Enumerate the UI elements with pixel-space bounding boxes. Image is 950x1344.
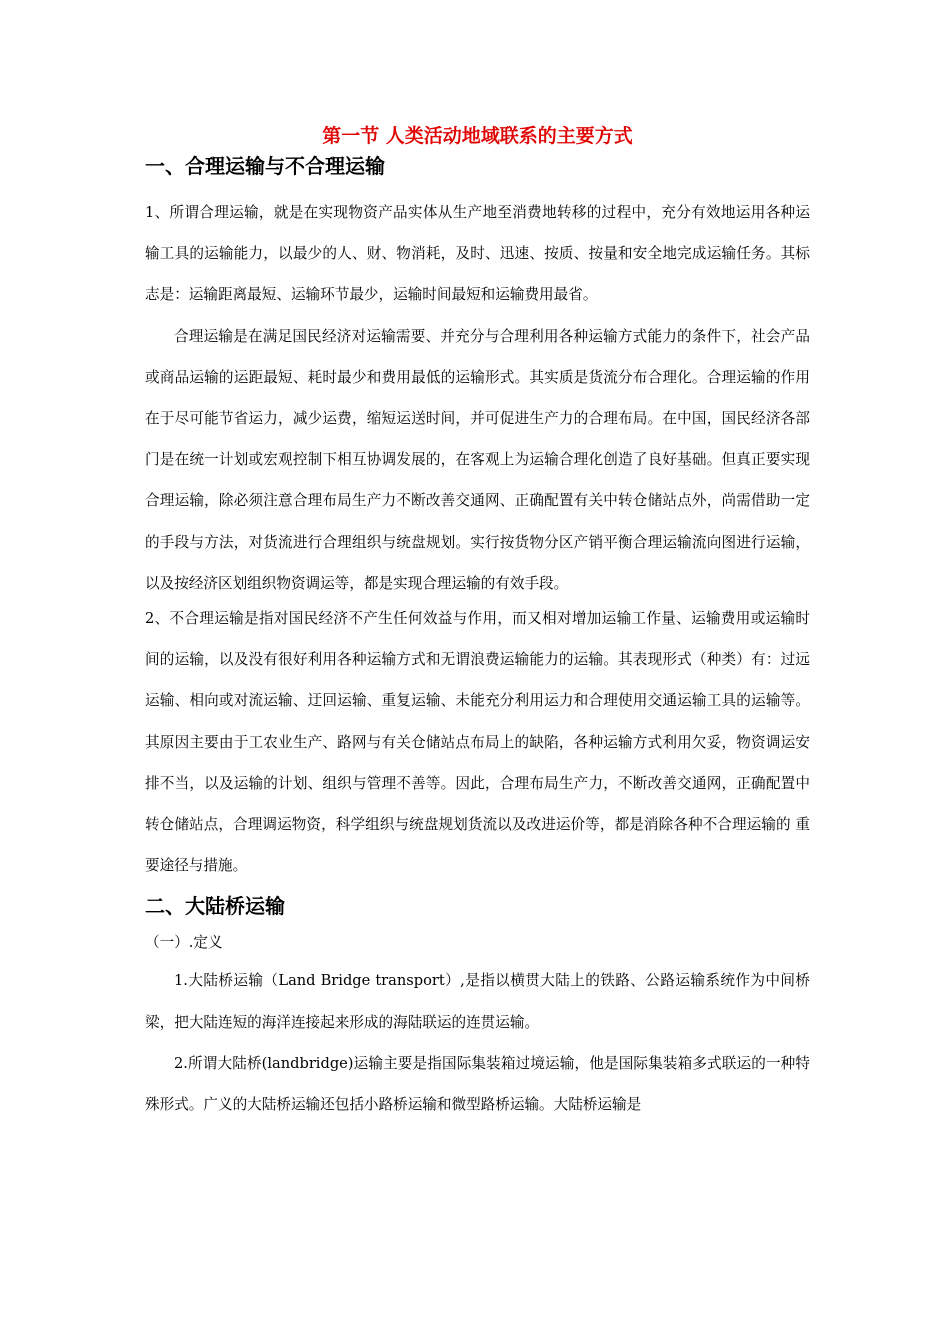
paragraph-land-bridge-definition: 1.大陆桥运输（Land Bridge transport）,是指以横贯大陆上的铁路、公路运输系统作为中间桥梁，把大陆连短的海洋连接起来形成的海陆联运的连贯运输。: [145, 972, 810, 1031]
paragraph-reasonable-transport-detail: 合理运输是在满足国民经济对运输需要、并充分与合理利用各种运输方式能力的条件下，社会产品或商品运输的运距最短、耗时最少和费用最低的运输形式。其实质是货流分布合理化。合理运输的作用在于尽可能节省运力，减少运费，缩短运送时间，并可促进生产力的合理布局。在中国，国民经济各部门是在统一计划或宏观控制下相互协调发展的，在客观上为运输合理化创造了良好基础。但真正要实现合理运输，除必须注意合理布局生产力不断改善交通网、正确配置有关中转仓储站点外，尚需借助一定的手段与方法，对货流进行合理组织与统盘规划。实行按货物分区产销平衡合理运输流向图进行运输，以及按经济区划组织物资调运等，都是实现合理运输的有效手段。: [145, 327, 810, 592]
section-heading-reasonable-transport: 一、合理运输与不合理运输: [145, 154, 385, 178]
paragraph-unreasonable-transport: 2、不合理运输是指对国民经济不产生任何效益与作用，而又相对增加运输工作量、运输费用或运输时间的运输，以及没有很好利用各种运输方式和无谓浪费运输能力的运输。其表现形式（种类）有：过远运输、相向或对流运输、迂回运输、重复运输、未能充分利用运力和合理使用交通运输工具的运输等。其原因主要由于工农业生产、路网与有关仓储站点布局上的缺陷，各种运输方式利用欠妥，物资调运安排不当，以及运输的计划、组织与管理不善等。因此，合理布局生产力，不断改善交通网，正确配置中转仓储站点，合理调运物资，科学组织与统盘规划货流以及改进运价等，都是消除各种不合理运输的 重要途径与措施。: [145, 610, 810, 875]
paragraph-land-bridge-detail: 2.所谓大陆桥(landbridge)运输主要是指国际集装箱过境运输，他是国际集装箱多式联运的一种特殊形式。广义的大陆桥运输还包括小路桥运输和微型路桥运输。大陆桥运输是: [145, 1054, 810, 1114]
paragraph-reasonable-transport-definition: 1、所谓合理运输，就是在实现物资产品实体从生产地至消费地转移的过程中，充分有效地运用各种运输工具的运输能力，以最少的人、财、物消耗，及时、迅速、按质、按量和安全地完成运输任务。其标志是：运输距离最短、运输环节最少，运输时间最短和运输费用最省。: [145, 204, 810, 304]
page-title: 第一节 人类活动地域联系的主要方式: [322, 125, 633, 147]
section-heading-land-bridge: 二、大陆桥运输: [145, 894, 285, 919]
document-body: [145, 120, 810, 1125]
subheading-definition: （一）.定义: [145, 934, 223, 952]
